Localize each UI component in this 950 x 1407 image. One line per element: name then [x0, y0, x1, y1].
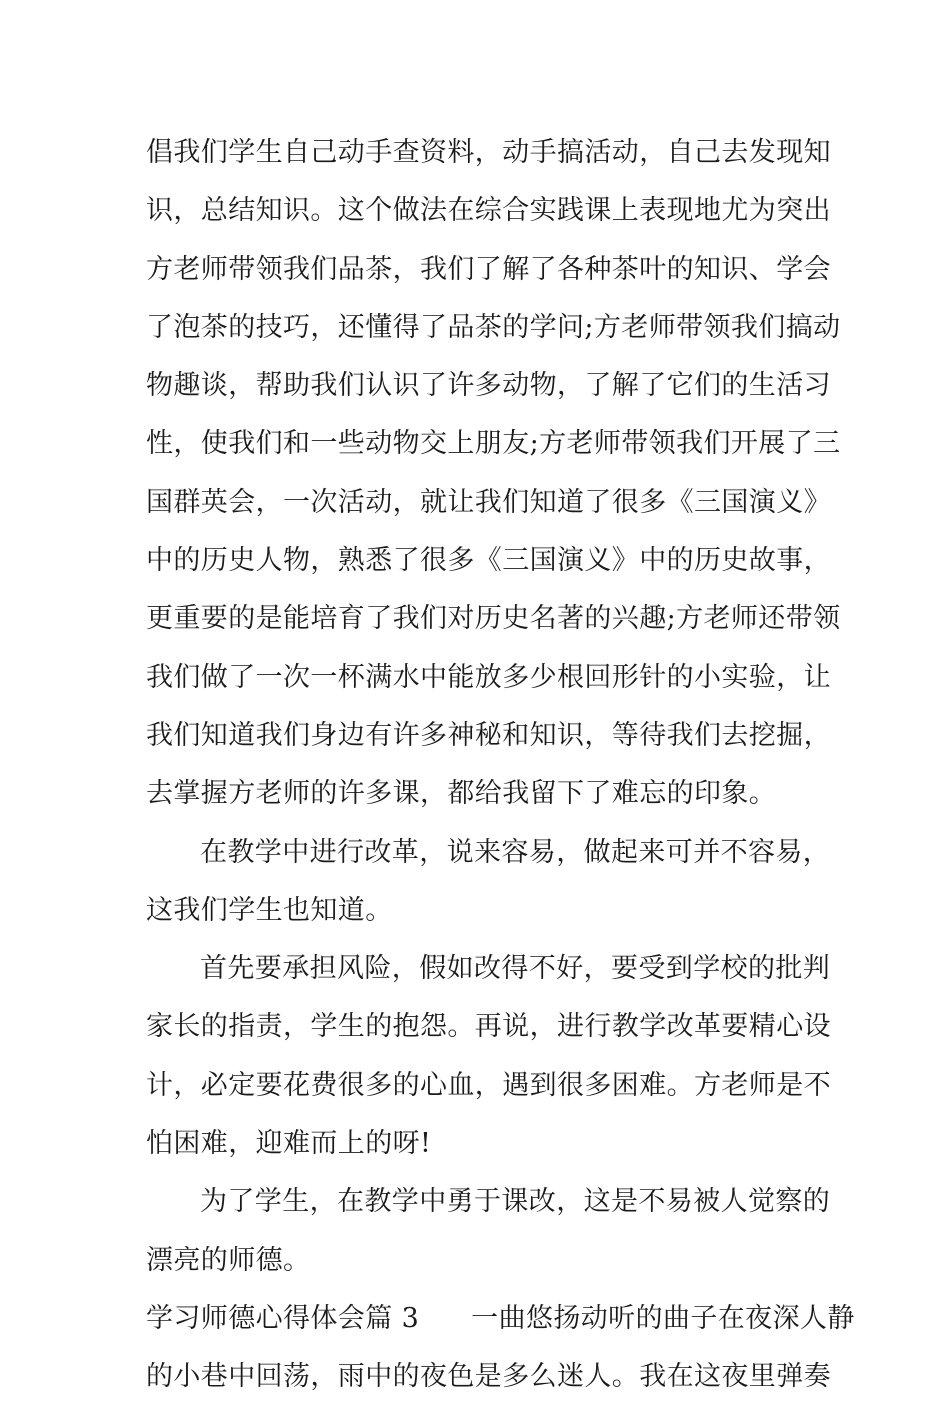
- text-line: 的小巷中回荡，雨中的夜色是多么迷人。我在这夜里弹奏: [146, 1361, 831, 1393]
- text-line: 倡我们学生自己动手查资料，动手搞活动，自己去发现知: [146, 137, 831, 168]
- text-line: 漂亮的师德。: [146, 1244, 311, 1276]
- section-3: [146, 1290, 855, 1407]
- text-line: 物趣谈，帮助我们认识了许多动物，了解了它们的生活习: [146, 370, 831, 402]
- section-first-line: 一曲悠扬动听的曲子在夜深人静: [471, 1302, 855, 1334]
- text-line-indented: 首先要承担风险，假如改得不好，要受到学校的批判: [200, 953, 831, 985]
- text-line: 识，总结知识。这个做法在综合实践课上表现地尤为突出: [146, 195, 831, 227]
- text-line: 更重要的是能培育了我们对历史名著的兴趣;方老师还带领: [146, 603, 841, 635]
- text-line: 方老师带领我们品茶，我们了解了各种茶叶的知识、学会: [146, 253, 831, 285]
- text-line: 中的历史人物，熟悉了很多《三国演义》中的历史故事，: [146, 545, 831, 577]
- paragraph-risk: [146, 940, 831, 1173]
- text-line: 我们知道我们身边有许多神秘和知识，等待我们去挖掘，: [146, 719, 831, 751]
- text-line-indented: 在教学中进行改革，说来容易，做起来可并不容易，: [200, 836, 831, 868]
- section-heading-line: [146, 1290, 855, 1348]
- text-line: 我们做了一次一杯满水中能放多少根回形针的小实验，让: [146, 661, 831, 693]
- text-line: 计，必定要花费很多的心血，遇到很多困难。方老师是不: [146, 1069, 831, 1101]
- text-line-indented: 为了学生，在教学中勇于课改，这是不易被人觉察的: [200, 1186, 831, 1218]
- paragraph-virtue: [146, 1173, 831, 1290]
- text-line: 国群英会，一次活动，就让我们知道了很多《三国演义》: [146, 486, 831, 518]
- text-line: 了泡茶的技巧，还懂得了品茶的学问;方老师带领我们搞动: [146, 311, 841, 343]
- body-text: [146, 124, 855, 1407]
- paragraph-continuation: [146, 124, 841, 824]
- text-line: 这我们学生也知道。: [146, 894, 393, 926]
- text-line: 家长的指责，学生的抱怨。再说，进行教学改革要精心设: [146, 1011, 831, 1043]
- paragraph-reform: [146, 824, 831, 941]
- text-line: 性，使我们和一些动物交上朋友;方老师带领我们开展了三: [146, 428, 841, 460]
- section-heading: 学习师德心得体会篇 3: [146, 1302, 420, 1334]
- text-line: 去掌握方老师的许多课，都给我留下了难忘的印象。: [146, 778, 777, 810]
- text-line: 怕困难，迎难而上的呀!: [146, 1128, 432, 1160]
